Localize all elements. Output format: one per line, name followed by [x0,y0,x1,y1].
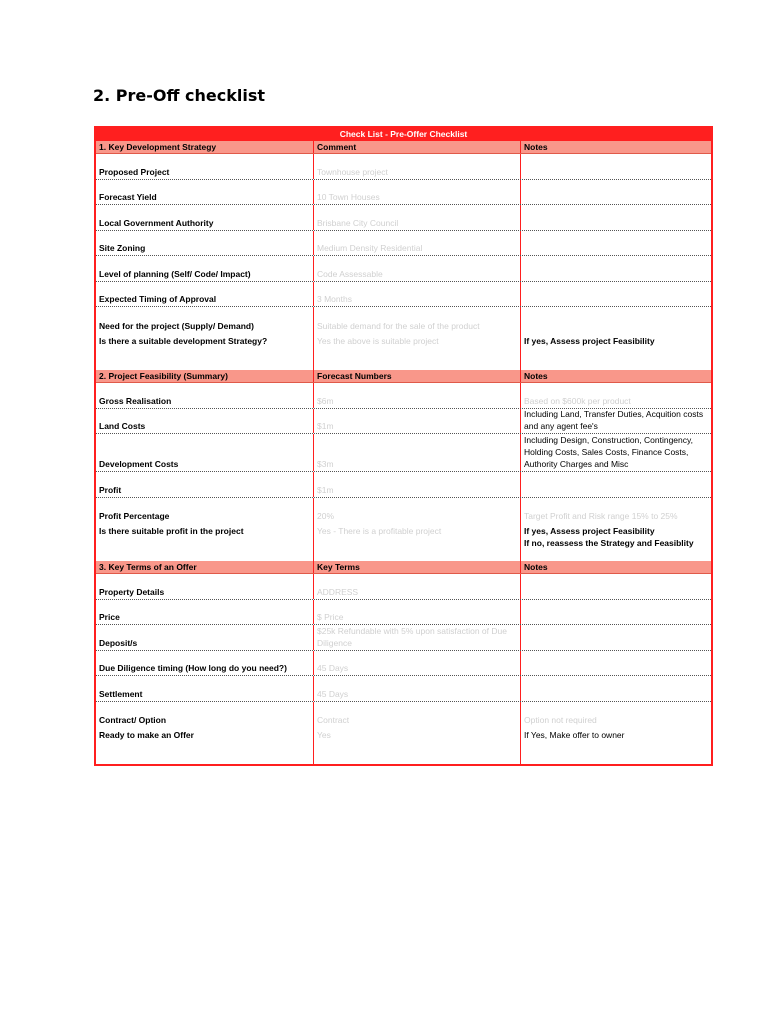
item-label: Is there a suitable development Strategy? [96,333,314,370]
item-comment: Brisbane City Council [314,205,521,230]
item-label: Due Diligence timing (How long do you need?) [96,651,314,675]
table-row-conclusion [96,523,711,561]
item-comment: 45 Days [314,676,521,701]
item-label: Site Zoning [96,231,314,255]
table-row [96,409,711,434]
item-comment: Townhouse project [314,154,521,179]
item-label: Deposit/s [96,625,314,650]
table-row-conclusion [96,333,711,370]
item-notes [521,180,711,204]
item-label: Ready to make an Offer [96,727,314,764]
section-header [96,370,711,383]
item-notes: Option not required [524,715,597,725]
item-label: Land Costs [96,409,314,433]
table-row [96,702,711,727]
item-label: Price [96,600,314,624]
table-row [96,205,711,231]
table-row [96,154,711,180]
item-notes [521,625,711,650]
item-comment: Yes the above is suitable project [314,333,521,370]
item-comment: Code Assessable [314,256,521,281]
checklist-table [94,126,713,766]
notes-line: If yes, Assess project Feasibility [524,526,655,536]
item-notes [521,282,711,306]
item-notes [521,727,711,764]
notes-line: If Yes, Make offer to owner [524,730,625,740]
item-notes [521,523,711,561]
notes-line: If yes, Assess project Feasibility [524,336,655,346]
section-header [96,141,711,154]
column-header-notes: Notes [524,370,548,381]
item-label: Profit [96,472,314,497]
item-notes [521,205,711,230]
table-row [96,600,711,625]
column-header-notes: Notes [524,561,548,572]
item-comment: 3 Months [314,282,521,306]
item-label: Level of planning (Self/ Code/ Impact) [96,256,314,281]
table-row [96,676,711,702]
item-label: Property Details [96,574,314,599]
item-label: Contract/ Option [96,702,314,727]
column-header-comment: Key Terms [314,561,521,573]
table-row [96,180,711,205]
table-row [96,307,711,333]
table-title: Check List - Pre-Offer Checklist [96,128,711,141]
table-row [96,231,711,256]
table-row [96,383,711,409]
item-comment: Medium Density Residential [314,231,521,255]
section-header [96,561,711,574]
table-row [96,282,711,307]
item-label: Proposed Project [96,154,314,179]
section-title: 2. Project Feasibility (Summary) [96,370,314,382]
item-comment: $25k Refundable with 5% upon satisfaction of Due Diligence [314,625,521,650]
item-comment: 20% [314,498,521,523]
item-label: Forecast Yield [96,180,314,204]
item-notes [521,154,711,179]
item-notes: Including Design, Construction, Contingency, Holding Costs, Sales Costs, Finance Costs, Authority Charges and Misc [524,435,693,469]
item-label: Is there suitable profit in the project [96,523,314,561]
item-notes [521,574,711,599]
item-comment: $ Price [314,600,521,624]
item-notes [521,256,711,281]
item-label: Local Government Authority [96,205,314,230]
item-comment: Suitable demand for the sale of the product [314,307,521,333]
item-comment: Yes - There is a profitable project [314,523,521,561]
item-notes [521,676,711,701]
table-row [96,625,711,651]
item-comment: Contract [314,702,521,727]
item-notes [521,472,711,497]
column-header-comment: Forecast Numbers [314,370,521,382]
table-row-conclusion [96,727,711,764]
item-label: Development Costs [96,434,314,471]
table-row [96,472,711,498]
table-row [96,574,711,600]
notes-line: If no, reassess the Strategy and Feasiblity [524,538,694,548]
item-notes [521,231,711,255]
item-notes [521,333,711,370]
item-comment: 10 Town Houses [314,180,521,204]
table-row [96,256,711,282]
item-comment: $1m [314,409,521,433]
item-notes [521,651,711,675]
item-comment: 45 Days [314,651,521,675]
item-comment: $1m [314,472,521,497]
item-comment: $3m [314,434,521,471]
item-comment: $6m [314,383,521,408]
page-title: 2. Pre-Off checklist [93,86,266,105]
item-label: Profit Percentage [96,498,314,523]
table-row [96,434,711,472]
item-notes [521,307,711,333]
item-label: Need for the project (Supply/ Demand) [96,307,314,333]
column-header-comment: Comment [314,141,521,153]
item-notes: Based on $600k per product [524,396,631,406]
column-header-notes: Notes [524,141,548,152]
item-comment: ADDRESS [314,574,521,599]
item-notes [521,600,711,624]
item-label: Expected Timing of Approval [96,282,314,306]
item-label: Settlement [96,676,314,701]
table-row [96,498,711,523]
item-notes: Target Profit and Risk range 15% to 25% [524,511,678,521]
item-label: Gross Realisation [96,383,314,408]
item-notes: Including Land, Transfer Duties, Acquition costs and any agent fee's [524,409,704,431]
table-row [96,651,711,676]
section-title: 3. Key Terms of an Offer [96,561,314,573]
section-title: 1. Key Development Strategy [96,141,314,153]
item-comment: Yes [314,727,521,764]
